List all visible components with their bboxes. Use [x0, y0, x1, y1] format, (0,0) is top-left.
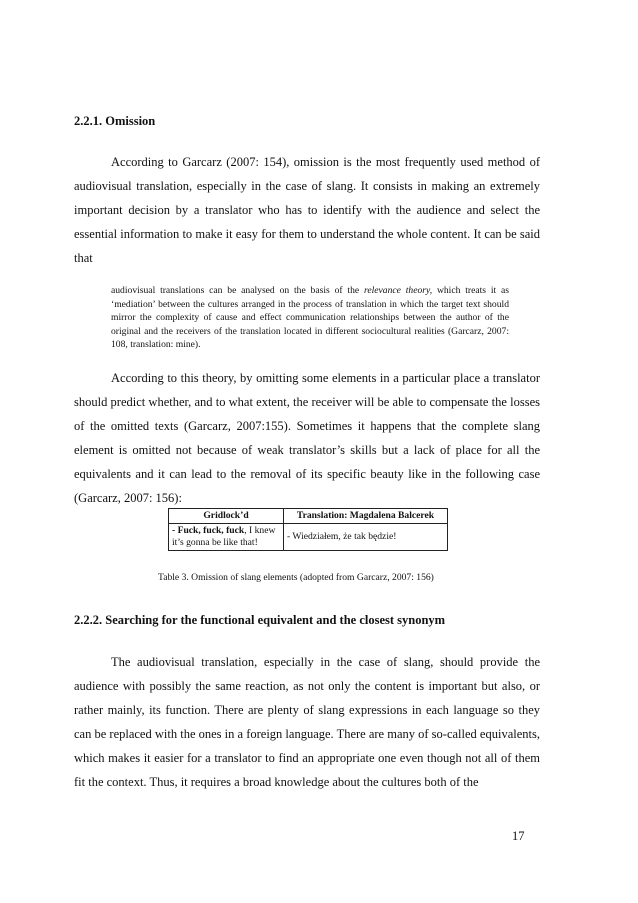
section-heading-equivalent: 2.2.2. Searching for the functional equivalent and the closest synonym: [74, 613, 446, 627]
paragraph-omission-intro: According to Garcarz (2007: 154), omission is the most frequently used method of audiovisual translation, especially in the case of slang. It consists in making an extremely important decision by a translator who has to identify with the audience and select the essential information to make it easy for them to understand the whole content. It can be said that: [74, 155, 540, 265]
table-header-original: Gridlock’d: [169, 509, 284, 524]
omission-table: [168, 508, 448, 551]
table-cell-translation: - Wiedziałem, że tak będzie!: [284, 524, 448, 551]
table-row: [169, 524, 448, 551]
quote-text-start: audiovisual translations can be analysed on the basis of the: [111, 285, 364, 296]
table-header-translation: Translation: Magdalena Balcerek: [284, 509, 448, 524]
paragraph-equivalent: The audiovisual translation, especially in the case of slang, should provide the audience with possibly the same reaction, as not only the content is important but also, or rather mainly, its function. There are plenty of slang expressions in each language so they can be replaced with the ones in a foreign language. There are many of so-called equivalents, which makes it easier for a translator to find an appropriate one even though not all of them fit the context. Thus, it requires a broad knowledge about the cultures both of the: [74, 655, 540, 789]
paragraph-theory: According to this theory, by omitting some elements in a particular place a translator should predict whether, and to what extent, the receiver will be able to compensate the losses of the omitted texts (Garcarz, 2007:155). Sometimes it happens that the complete slang element is omitted not because of weak translator’s skills but a lack of place for all the equivalents and it can lead to the removal of its specific beauty like in the following case (Garcarz, 2007: 156):: [74, 371, 540, 505]
page-number: 17: [512, 829, 525, 843]
quote-text-end: which treats it as ‘mediation’ between the cultures arranged in the process of translation in which the target text should mirror the complexity of cause and effect communication relationships between the author of the original and the receivers of the translation located in different sociocultural realities (Garcarz, 2007: 108, translation: mine).: [111, 285, 509, 350]
table-header-row: [169, 509, 448, 524]
quote-italic-term: relevance theory,: [363, 285, 433, 296]
block-quote: [111, 284, 509, 352]
table-cell-original: [169, 524, 284, 551]
table-caption: Table 3. Omission of slang elements (adopted from Garcarz, 2007: 156): [158, 572, 434, 583]
section-heading-omission: 2.2.1. Omission: [74, 114, 156, 128]
table-cell-original-rest: , I knew it’s gonna be like that!: [172, 525, 276, 548]
table-cell-original-bold: - Fuck, fuck, fuck: [172, 525, 245, 536]
